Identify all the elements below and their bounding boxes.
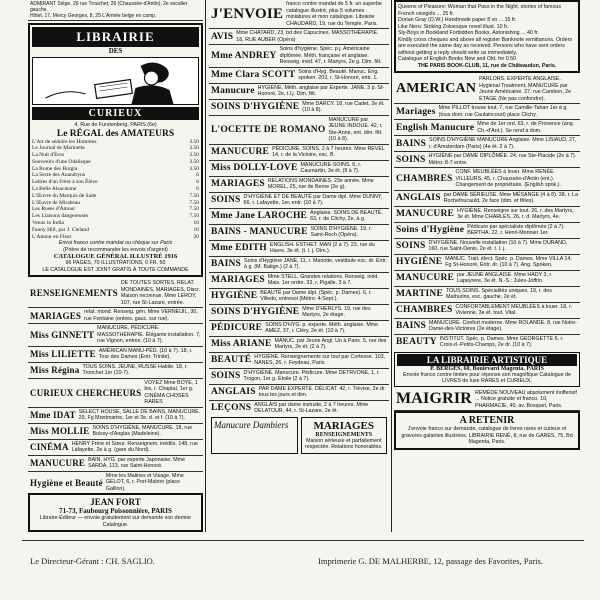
book-club-line: THE PARIS BOOK-CLUB, 11, rue de Châteaudun, Paris. bbox=[417, 62, 557, 69]
mariages-box bbox=[301, 417, 388, 454]
book-title: L'Amour en Fleur bbox=[32, 233, 72, 240]
ad-body: Mme CHATARD, 23, bd des Capucines. MASSOTHÉRAPIE. 18, RUE AUBER (Opéra) bbox=[236, 30, 379, 43]
dambiers-box bbox=[211, 417, 298, 454]
paris-book-club-ad bbox=[394, 0, 580, 73]
book-entry bbox=[32, 200, 199, 207]
ad-headline: MARIAGES bbox=[211, 179, 265, 189]
librairie-artistique-ad bbox=[394, 352, 580, 387]
maigrir-title: MAIGRIR bbox=[396, 390, 473, 408]
ad-headline: Miss GINNETT bbox=[30, 330, 95, 341]
ad-body: SOINS D'HYGIÈNE. 19, r. Saint-Roch (Opéra). bbox=[310, 225, 372, 238]
ad-body: Anglaise. SOINS DE BEAUTÉ. 63, r. de Clichy, 2e, à g. bbox=[310, 209, 383, 222]
ad-body: CONFORTABLEMENT MEUBLÉES à louer. 18, r. Vivienne, 3e ét. tout. Vital. bbox=[455, 303, 573, 316]
librairie-title: LIBRAIRIE bbox=[32, 27, 199, 47]
book-price: 7.50 bbox=[189, 206, 199, 213]
ad-headline: CHAMBRES bbox=[396, 173, 453, 184]
book-price: 3.50 bbox=[189, 145, 199, 152]
classified-ad bbox=[28, 324, 203, 347]
ad-body: SOINS D'HYG. p. experte. Méth. anglaise. Mme AMEZ, 37, r. Cléry, 2e ét. (10 à 7). bbox=[265, 321, 379, 334]
classified-ad bbox=[394, 207, 580, 223]
classified-ad bbox=[209, 45, 389, 68]
ad-headline: SOINS bbox=[396, 241, 426, 251]
ad-body: AMÉRICAN MANU-PÉD. (10 à 7). 18, r. Tour des Dames (Entr. Trinité). bbox=[98, 347, 193, 361]
book-price: 20 bbox=[193, 233, 199, 240]
book-title: Les Ruses d'Amour bbox=[32, 206, 76, 213]
ad-headline: PÉDICURE bbox=[211, 323, 263, 333]
ad-headline: AVIS bbox=[211, 31, 234, 42]
envoi-line: Envoi franco contre mandat ou chèque sur Paris bbox=[58, 240, 173, 247]
book-entry bbox=[32, 220, 199, 227]
ad-body: par DAME SÉRIEUSE. Mme MÉSANGE (4 à 8). 38, r. La Rochefoucauld, 2e face (dim. et fêtes). bbox=[443, 191, 578, 204]
ad-headline: Mariages bbox=[396, 106, 436, 117]
classified-ad bbox=[209, 177, 389, 193]
ad-body: D'HYGIÈNE ET DE BEAUTÉ par Dame dipl. Mme DUNNY, 66, r. Lafayette, 1er, entr. (10 à 7). bbox=[243, 193, 383, 206]
classified-ad bbox=[209, 273, 389, 289]
classified-ad bbox=[394, 271, 580, 287]
ad-headline: LEÇONS bbox=[211, 403, 252, 413]
book-price: 6 bbox=[196, 179, 199, 186]
book-club-line: Dorian Gray (O.W.) Handmade paper 8 vo ... 15 fr. bbox=[398, 17, 517, 23]
ad-body: PAR DAME EXPERTE. DÉLICAT. 42, r. Trévise, 2e dr. tous les jours et dim. bbox=[258, 385, 386, 398]
book-entry bbox=[32, 227, 199, 234]
retenir-title: A RETENIR bbox=[459, 415, 515, 426]
ad-body: Mme STELL. Grandes relations. Renseig. inéd. Mais. 1er ordre. 33, r. Pigalle. 3 à 7. bbox=[267, 273, 379, 286]
book-entry bbox=[32, 179, 199, 186]
ad-headline: MARIAGES bbox=[211, 275, 265, 285]
classified-ad bbox=[28, 308, 203, 324]
column-3 bbox=[394, 0, 580, 532]
ad-headline: Mme EDITH bbox=[211, 243, 267, 253]
ad-headline: BAINS bbox=[396, 321, 427, 331]
classified-ad bbox=[394, 303, 580, 319]
ad-body: HYGIÈNE par DAME DIPLÔMÉE. 24, rue Ste-Placide (2e à 7). Métro: 8-7 entre. bbox=[428, 153, 577, 166]
catalogue-title: CATALOGUE GÉNÉRAL ILLUSTRÉ 1916 bbox=[53, 253, 178, 261]
envoie-title: J'ENVOIE bbox=[211, 5, 284, 22]
classified-ad bbox=[28, 456, 203, 472]
ad-body: MANUC. Trait. élect. Spéc. p. Dames. Mme VILLA 14, Fg St-Honoré, Entr. dr. (10 à 7). Ang. Spoken. bbox=[445, 255, 572, 268]
ad-body: Mme les Malines et Visage. Mme GELOT, 6, r. Port-Mahon (place Gaillon). bbox=[105, 472, 184, 492]
classified-ad bbox=[394, 104, 580, 120]
ad-headline: CINÉMA bbox=[30, 442, 69, 453]
dambiers-text: Manucure Dambiers bbox=[214, 419, 289, 430]
ad-body: TOUS SOINS. Spécialités uniques. 19, r. des Mathurins, esc. gauche, 2e ét. bbox=[445, 287, 552, 300]
ad-body: CONF. MEUBLÉES à louer. Mme RENÉE VILLEURS, 45, r. Chaussée-d'Antin (ent.). Changement de propriétaire. (English spok.). bbox=[455, 169, 561, 188]
book-price: 7.50 bbox=[189, 199, 199, 206]
ad-body: ANGLAIS par dame instruite, 2 à 7 heures. Mme DELATOUR, 44, r. St-Lazare, 2e ét. bbox=[254, 401, 369, 414]
regal-heading: Le RÉGAL des AMATEURS bbox=[56, 128, 175, 139]
ad-headline: SOINS bbox=[396, 154, 426, 165]
ad-headline: Manucure bbox=[211, 86, 255, 96]
ad-body: Mme PILLOT trouve tout. 7, rue Camille-Tahan 1er à g. (tous dom. rue Caulaincourt) place Clichy. bbox=[438, 105, 568, 118]
book-title: Fanny Hill, par J. Cleland bbox=[32, 226, 89, 233]
book-title: La Rome des Borgia bbox=[32, 165, 78, 172]
classified-ad bbox=[209, 289, 389, 305]
book-title: La Secte des Anandryns bbox=[32, 172, 85, 179]
classified-ad bbox=[28, 279, 203, 308]
ad-headline: SOINS D'HYGIÈNE bbox=[211, 102, 300, 112]
jean-fort-address: 71-73, Faubourg Poissonnière, PARIS bbox=[59, 507, 172, 516]
ad-headline: MANUCURE bbox=[211, 147, 270, 157]
top-notice: ADMIRANT Siège, 26 rue Trouchet, 26 (Chaussée-d'Antin), 2e escalier gauche. Hôtel, 17, Mercy Georges, 8, 25 L'Armée belge en camp. bbox=[28, 0, 203, 21]
classified-ad bbox=[209, 145, 389, 161]
book-club-line: Kindly cross cheques and above all register Banknote remittances. Orders are executed the same day as received. Persons who have sent orders without getting a reply should write us immediately. bbox=[398, 36, 573, 56]
ad-body: MANUCURE par JEUNE INDOUE. 42, r. Ste-Anne, ent. dim. fêt. (10 à 8). bbox=[328, 116, 383, 142]
ad-body: Soins d'Hygiène JANE, 11, r. Mariotte, vestibule esc. dr. Entr. à g. (M. Batign.) (2 à 7). bbox=[244, 257, 387, 270]
classified-ad bbox=[28, 424, 203, 440]
ad-body: relat. mond. Renseig. gén. Mme VERNEUIL, 30, rue Fontaine (entres. gauc. sur rue). bbox=[84, 309, 198, 322]
ad-body: PÉDICURE. SOINS. 2 à 7 heures. Mme REVEL 14, r. de la Victoire, esc. B. bbox=[272, 145, 385, 158]
ad-body: Pédicure par spécialiste diplômée (2 à 7). BERTHA, 22, r. Henri-Monnier 1er. bbox=[467, 223, 565, 236]
book-price: 6 bbox=[196, 172, 199, 179]
mariages-sub: RENSEIGNEMENTS bbox=[315, 431, 373, 438]
classified-ad bbox=[209, 241, 389, 257]
classified-ad bbox=[209, 257, 389, 273]
classified-ad bbox=[209, 29, 389, 45]
classified-ad bbox=[209, 337, 389, 353]
mariages-title: MARIAGES bbox=[313, 419, 374, 432]
ad-body: ENGLISH. ESTHET. MAN (2 à 7). 23, rue du Havre, 3e ét. (t. l. j. Dim.). bbox=[269, 241, 375, 254]
classified-ad bbox=[394, 152, 580, 168]
ad-headline: CURIEUX CHERCHEURS bbox=[30, 387, 142, 398]
ad-headline: BAINS - MANUCURE bbox=[211, 227, 308, 237]
ad-headline: MANUCURE bbox=[396, 273, 455, 283]
book-price: 3.50 bbox=[189, 138, 199, 145]
book-price: 3.50 bbox=[189, 165, 199, 172]
column-1 bbox=[28, 0, 203, 532]
ad-body: Mme D'HERLYS. 19, rue des Martyrs, 2e étage. bbox=[302, 305, 371, 318]
book-list bbox=[32, 139, 199, 241]
book-price: 10 bbox=[193, 220, 199, 227]
ad-body: HENRY Frère et Sœur. Renseignem. inédits. 148, rue Lafayette, 2e à g. (gare du Nord). bbox=[71, 440, 198, 454]
classified-ad bbox=[394, 239, 580, 255]
book-price: 7.50 bbox=[189, 192, 199, 199]
book-entry bbox=[32, 193, 199, 200]
ad-body: Soins d'hygiène. Spéc. p.j. Américaine diplômée. Méth. française et anglaise. Renseig. inéd. 47, r. Martyrs, 2e g. Dim. fêt. bbox=[279, 46, 382, 65]
ad-headline: ANGLAIS bbox=[211, 387, 256, 397]
mariages-text: Maison sérieuse et parfaitement respectée. Relations honorables. bbox=[305, 437, 383, 450]
ad-headline: Miss ARIANE bbox=[211, 339, 272, 349]
ad-body: par JEUNE ANGLAISE. Mme HADY 3, r. Lapeyrere, 3e ét. N.-S.: Jules-Joffrin. bbox=[457, 271, 553, 284]
ad-headline: Mme ANDREY bbox=[211, 50, 277, 61]
book-club-line: Queens of Pleasure: Woman that Pass in the Night, stories of famous French vicegirls ... 25 fr. bbox=[398, 4, 562, 17]
ad-headline: Miss DOLLY-LOVE bbox=[211, 163, 298, 173]
ad-body: Mme DARCY. 18, rue Cadet, 2e ét. (10 à 8). bbox=[302, 100, 385, 113]
mariages-bottom-ad bbox=[209, 416, 389, 455]
book-price: 3.50 bbox=[189, 158, 199, 165]
classified-ad bbox=[394, 335, 580, 350]
ad-body: HYGIÈNE. Renseignements sur tout par Cortesse. 103, NANES, 26, r. Feydeau, Paris. bbox=[254, 353, 385, 366]
ad-body: Soins d'Hyg. Beauté. Manuc. Eng. spoken. 203, r. St-Honoré, entr. 1. bbox=[298, 68, 379, 81]
illustration-reader-image bbox=[32, 57, 199, 105]
book-entry bbox=[32, 166, 199, 173]
classified-ad bbox=[28, 347, 203, 363]
classified-ad bbox=[394, 120, 580, 136]
classified-ad bbox=[209, 100, 389, 116]
jean-fort-name: JEAN FORT bbox=[90, 497, 141, 508]
ad-headline: MANUCURE bbox=[30, 458, 86, 469]
ad-body: Mme de 1er ord. 63, r. de Provence (ang. Ch.-d'Ant.). Se rend à dom. bbox=[477, 121, 575, 134]
classified-ad bbox=[28, 472, 203, 494]
classified-ad bbox=[394, 319, 580, 335]
ad-body: SELECT HOUSE, SALLE DE BAINS, MANUCURE. 29, Fg Montmartre, 1er et 3e, d. et f. (10 à 7). bbox=[78, 408, 201, 422]
ad-headline: AMERICAN bbox=[396, 81, 477, 96]
retenir-text: J'envoie franco sur demande, catalogue de livres rares et curieux et gravures galantes illustrées. LIBRAIRIE RENÉ, 8, rue de GARES, 75, Bd Magenta, Paris. bbox=[401, 426, 573, 445]
ad-body: BAIN. HYG. par experte Japonaise. Mme SARDA, 113, rue Saint-Honoré. bbox=[88, 456, 185, 470]
classified-ad bbox=[209, 401, 389, 416]
book-title: Le Journal de Marinette bbox=[32, 145, 85, 152]
ad-headline: English Manucure bbox=[396, 122, 475, 133]
ad-body: SOINS D'HYGIÈNE, MANUCURE. 18, rue Boissy-d'Anglas (Madeleine). bbox=[92, 424, 193, 438]
book-club-line: Like Nero: Striking Zoloesque novel illust. 10 fr. bbox=[398, 23, 509, 30]
ad-headline: CHAMBRES bbox=[396, 305, 453, 315]
librairie-des: DES bbox=[108, 47, 123, 55]
librairie-curieux: CURIEUX bbox=[32, 107, 199, 120]
classified-ad bbox=[209, 385, 389, 401]
ad-body: PARLORS. EXPERTE ANGLAISE. Hygienal Treatment, MANUCURE par Jeune Américaine. 27, rue Cambon, 2e ÉTAGE (Ne pas confondre). bbox=[479, 76, 572, 102]
book-club-line: Sly-Boys in Bookland Forbidden Books. Astonishing ... 40 fr. bbox=[398, 30, 539, 36]
artistique-title: LA LIBRAIRIE ARTISTIQUE bbox=[397, 354, 577, 366]
book-title: Venus in India bbox=[32, 220, 64, 227]
catalogue-note: LE CATALOGUE EST JOINT GRATIS À TOUTE COMMANDE bbox=[42, 266, 189, 273]
ad-headline: L'OCETTE DE ROMANO bbox=[211, 124, 326, 135]
classified-ad bbox=[394, 191, 580, 207]
a-retenir-ad bbox=[394, 411, 580, 450]
ad-headline: SOINS bbox=[211, 195, 241, 205]
book-entry bbox=[32, 213, 199, 220]
librairie-address: 4, Rue de Furstenberg, PARIS (6e) bbox=[74, 122, 157, 128]
book-entry bbox=[32, 206, 199, 213]
ad-body: MANUC. par Jeune Angl. Un à Paris. 5, rue des Martyrs, 2e ét. (2 à 7). bbox=[274, 337, 387, 350]
ad-body: HYGIÈNE, Méth. anglaise par Experte. JANE, 3 p. St-Honoré, 2e, t.l.j. Dim. fêt. bbox=[257, 84, 385, 97]
book-title: L'Œuvre du Marquis de Sade bbox=[32, 192, 97, 199]
footer-director: Le Directeur-Gérant : CH. SAGLIO. bbox=[30, 556, 155, 566]
classified-ad bbox=[209, 321, 389, 337]
ad-headline: Soins d'Hygiène bbox=[396, 225, 465, 235]
classified-ad bbox=[394, 168, 580, 191]
classified-ad bbox=[209, 193, 389, 209]
classified-ad bbox=[394, 75, 580, 104]
ad-body: D'HYGIÈNE. Manucure. Pédicure. Mme DETRVONE, 1, r. Trogon, 1er g. Étoile (2 à 7). bbox=[243, 369, 380, 382]
ad-headline: SOINS D'HYGIÈNE bbox=[211, 307, 300, 317]
envoi-note: (Prière de recommander les envois d'argent) bbox=[63, 246, 168, 253]
classified-ad bbox=[209, 305, 389, 321]
book-club-line: Catalogue of English Books New and Old, for 0 50 bbox=[398, 56, 517, 62]
artistique-sub: P. BERGÈS, 60, Boulevard Magenta, PARIS bbox=[430, 365, 544, 372]
book-title: Lettres d'un Frère à son Élève bbox=[32, 179, 98, 186]
classified-ad bbox=[209, 68, 389, 84]
col2-classifieds bbox=[209, 29, 389, 416]
ad-body: MANUCURE-SOINS. 6, r. Caumartin, 3e ét. (9 à 7). bbox=[300, 161, 362, 174]
col3-classifieds bbox=[394, 75, 580, 350]
maigrir-ad bbox=[394, 389, 580, 412]
ad-headline: RENSEIGNEMENTS bbox=[30, 288, 118, 299]
col1-classifieds bbox=[28, 279, 203, 493]
classified-ad bbox=[394, 287, 580, 303]
ad-headline: Miss Régina bbox=[30, 365, 80, 376]
classified-ad bbox=[209, 225, 389, 241]
ad-body: TOUS SOINS. JEUNE, RUSSE Habile. 18, r. Tronchet 1er (10-7). bbox=[82, 363, 188, 377]
ad-body: RELATIONS MONDAINES. 23e année. Mme MOREL, 25, rue de Berne (2e g). bbox=[267, 177, 374, 190]
classified-ad bbox=[394, 136, 580, 152]
classified-ad bbox=[209, 116, 389, 145]
ad-body: INSTITUT. Spéc. p. Dames. Mme GEORGETTE 6, r. Croix-d.-Petits-Champs, 2e dr. (10 à 7). bbox=[439, 335, 564, 348]
book-entry bbox=[32, 139, 199, 146]
ad-headline: Mme Jane LAROCHE bbox=[211, 211, 308, 221]
classified-ad bbox=[28, 379, 203, 408]
column-rule-2 bbox=[391, 0, 392, 532]
ad-body: SOINS D'HYGIÈNE MANUCURE Anglaise. Mme LISIAUD, 27, r. d'Amsterdam (Paris) (4e ét. 2 à 7). bbox=[429, 137, 577, 150]
ad-headline: BAINS bbox=[211, 259, 242, 269]
book-price: 10 bbox=[193, 226, 199, 233]
book-title: Souvenirs d'une Odalisque bbox=[32, 158, 91, 165]
ad-headline: SOINS bbox=[211, 371, 241, 381]
ad-headline: MARIAGES bbox=[30, 310, 82, 321]
book-entry bbox=[32, 159, 199, 166]
classified-ad bbox=[28, 440, 203, 456]
book-title: Les Liaisons dangereuses bbox=[32, 213, 89, 220]
ad-body: D'HYGIÈNE. Nouvelle installation (10 à 7). Mme DURAND, 160, rue Saint-Denis, 2e ét. t. l. j. bbox=[428, 239, 568, 252]
ad-headline: BEAUTY bbox=[396, 337, 437, 347]
catalogue-pages: 96 PAGES, 70 ILLUSTRATIONS, 0 FR. 50 bbox=[65, 260, 166, 267]
ad-headline: Mme IDAT bbox=[30, 410, 76, 421]
envoie-ad bbox=[209, 0, 389, 29]
book-price: 3.50 bbox=[189, 152, 199, 159]
ad-headline: Mme Clara SCOTT bbox=[211, 70, 296, 80]
ad-headline: BEAUTÉ bbox=[211, 355, 252, 365]
classified-ad bbox=[394, 223, 580, 239]
column-2 bbox=[209, 0, 389, 532]
book-price: 6 bbox=[196, 186, 199, 193]
classified-ad bbox=[209, 353, 389, 369]
book-title: L'Œuvre de Mirabeau bbox=[32, 199, 81, 206]
book-entry bbox=[32, 152, 199, 159]
maigrir-text: REMÈDE NOUVEAU absolument inoffensif ... Notice gratuite et franco. 10, PHARMACIE, 40, av. Bosquet, Paris. bbox=[475, 389, 577, 409]
ad-headline: Hygiène et Beauté bbox=[30, 477, 103, 488]
classified-ad bbox=[28, 363, 203, 379]
book-title: La Belle Alsacienne bbox=[32, 186, 77, 193]
ad-headline: Miss LILIETTE bbox=[30, 349, 96, 360]
classified-ad bbox=[28, 408, 203, 424]
classified-ad bbox=[209, 369, 389, 385]
ad-headline: HYGIÈNE bbox=[396, 257, 443, 267]
ad-body: HYGIÈNE. Renseigne sur tout. 26, r. des Martyrs, 3e ét. Mme CHARLES, 26, r. d. Martyrs, 4e. bbox=[457, 207, 574, 220]
ad-body: MANUCURE. Confort moderne. Mme ROLANDE. 8, rue Notre-Dame-des-Victoires (2e étage). bbox=[429, 319, 577, 332]
ad-headline: BAINS bbox=[396, 138, 427, 149]
ad-headline: Miss MOLLIE bbox=[30, 426, 90, 437]
ad-headline: HYGIÈNE bbox=[211, 291, 258, 301]
book-title: L'Art de séduire les Hommes. bbox=[32, 138, 98, 145]
jean-fort-ad bbox=[28, 493, 203, 532]
classified-ad bbox=[209, 84, 389, 100]
book-entry bbox=[32, 186, 199, 193]
ad-body: MANUCURE, PÉDICURE. MASSOTHÉRAPIE. Élégante installation. 7, rue Vignon, entres. (10 à 7). bbox=[97, 325, 201, 345]
footer-printer: Imprimerie G. DE MALHERBE, 12, passage des Favorites, Paris. bbox=[318, 556, 543, 566]
ad-headline: MANUCURE bbox=[396, 209, 455, 219]
ad-body: VOYEZ Mme BOYE, 1 bis, r. Chaptal, 1er g. CINÉMA CHOSES RARES bbox=[144, 379, 198, 406]
jean-fort-sub: Libraire-Éditeur — envoie gratuitement sur demande son dernier Catalogue. bbox=[39, 515, 192, 528]
ad-headline: ANGLAIS bbox=[396, 193, 441, 203]
book-title: La Nuit d'Éros bbox=[32, 152, 65, 159]
ad-headline: MARTINE bbox=[396, 289, 443, 299]
reader-illustration bbox=[33, 58, 198, 104]
classified-ad bbox=[394, 255, 580, 271]
envoie-text: franco contre mandat de 5 fr. un superbe catalogue illustré, plus 5 volumes miniatures et mon catalogue. Librairie CHAUDARD, 19, rue du Temple, Paris. bbox=[286, 1, 382, 27]
column-rule-1 bbox=[205, 0, 206, 532]
bottom-rule bbox=[22, 540, 584, 541]
librairie-des-curieux-ad bbox=[28, 23, 203, 277]
artistique-text: Envoie franco contre timbre pour réponse son magnifique Catalogue de LIVRES de luxe RARES et CURIEUX. bbox=[403, 371, 571, 384]
book-entry bbox=[32, 234, 199, 241]
book-price: 7.50 bbox=[189, 213, 199, 220]
ad-body: DE TOUTES SORTES, RELAT. MONDAINES, MARIAGES, Discr. Maison reconnue. Mme LEROY, 107, rue St-Lazare, entrée. bbox=[120, 280, 200, 306]
classified-ad bbox=[209, 161, 389, 177]
classified-ad bbox=[209, 209, 389, 225]
ad-body: BEAUTÉ par Dame dipl. (Spéc. p. Dames). 6, r. Villedo, entresol (Métro: 4-Sept.). bbox=[260, 289, 372, 302]
